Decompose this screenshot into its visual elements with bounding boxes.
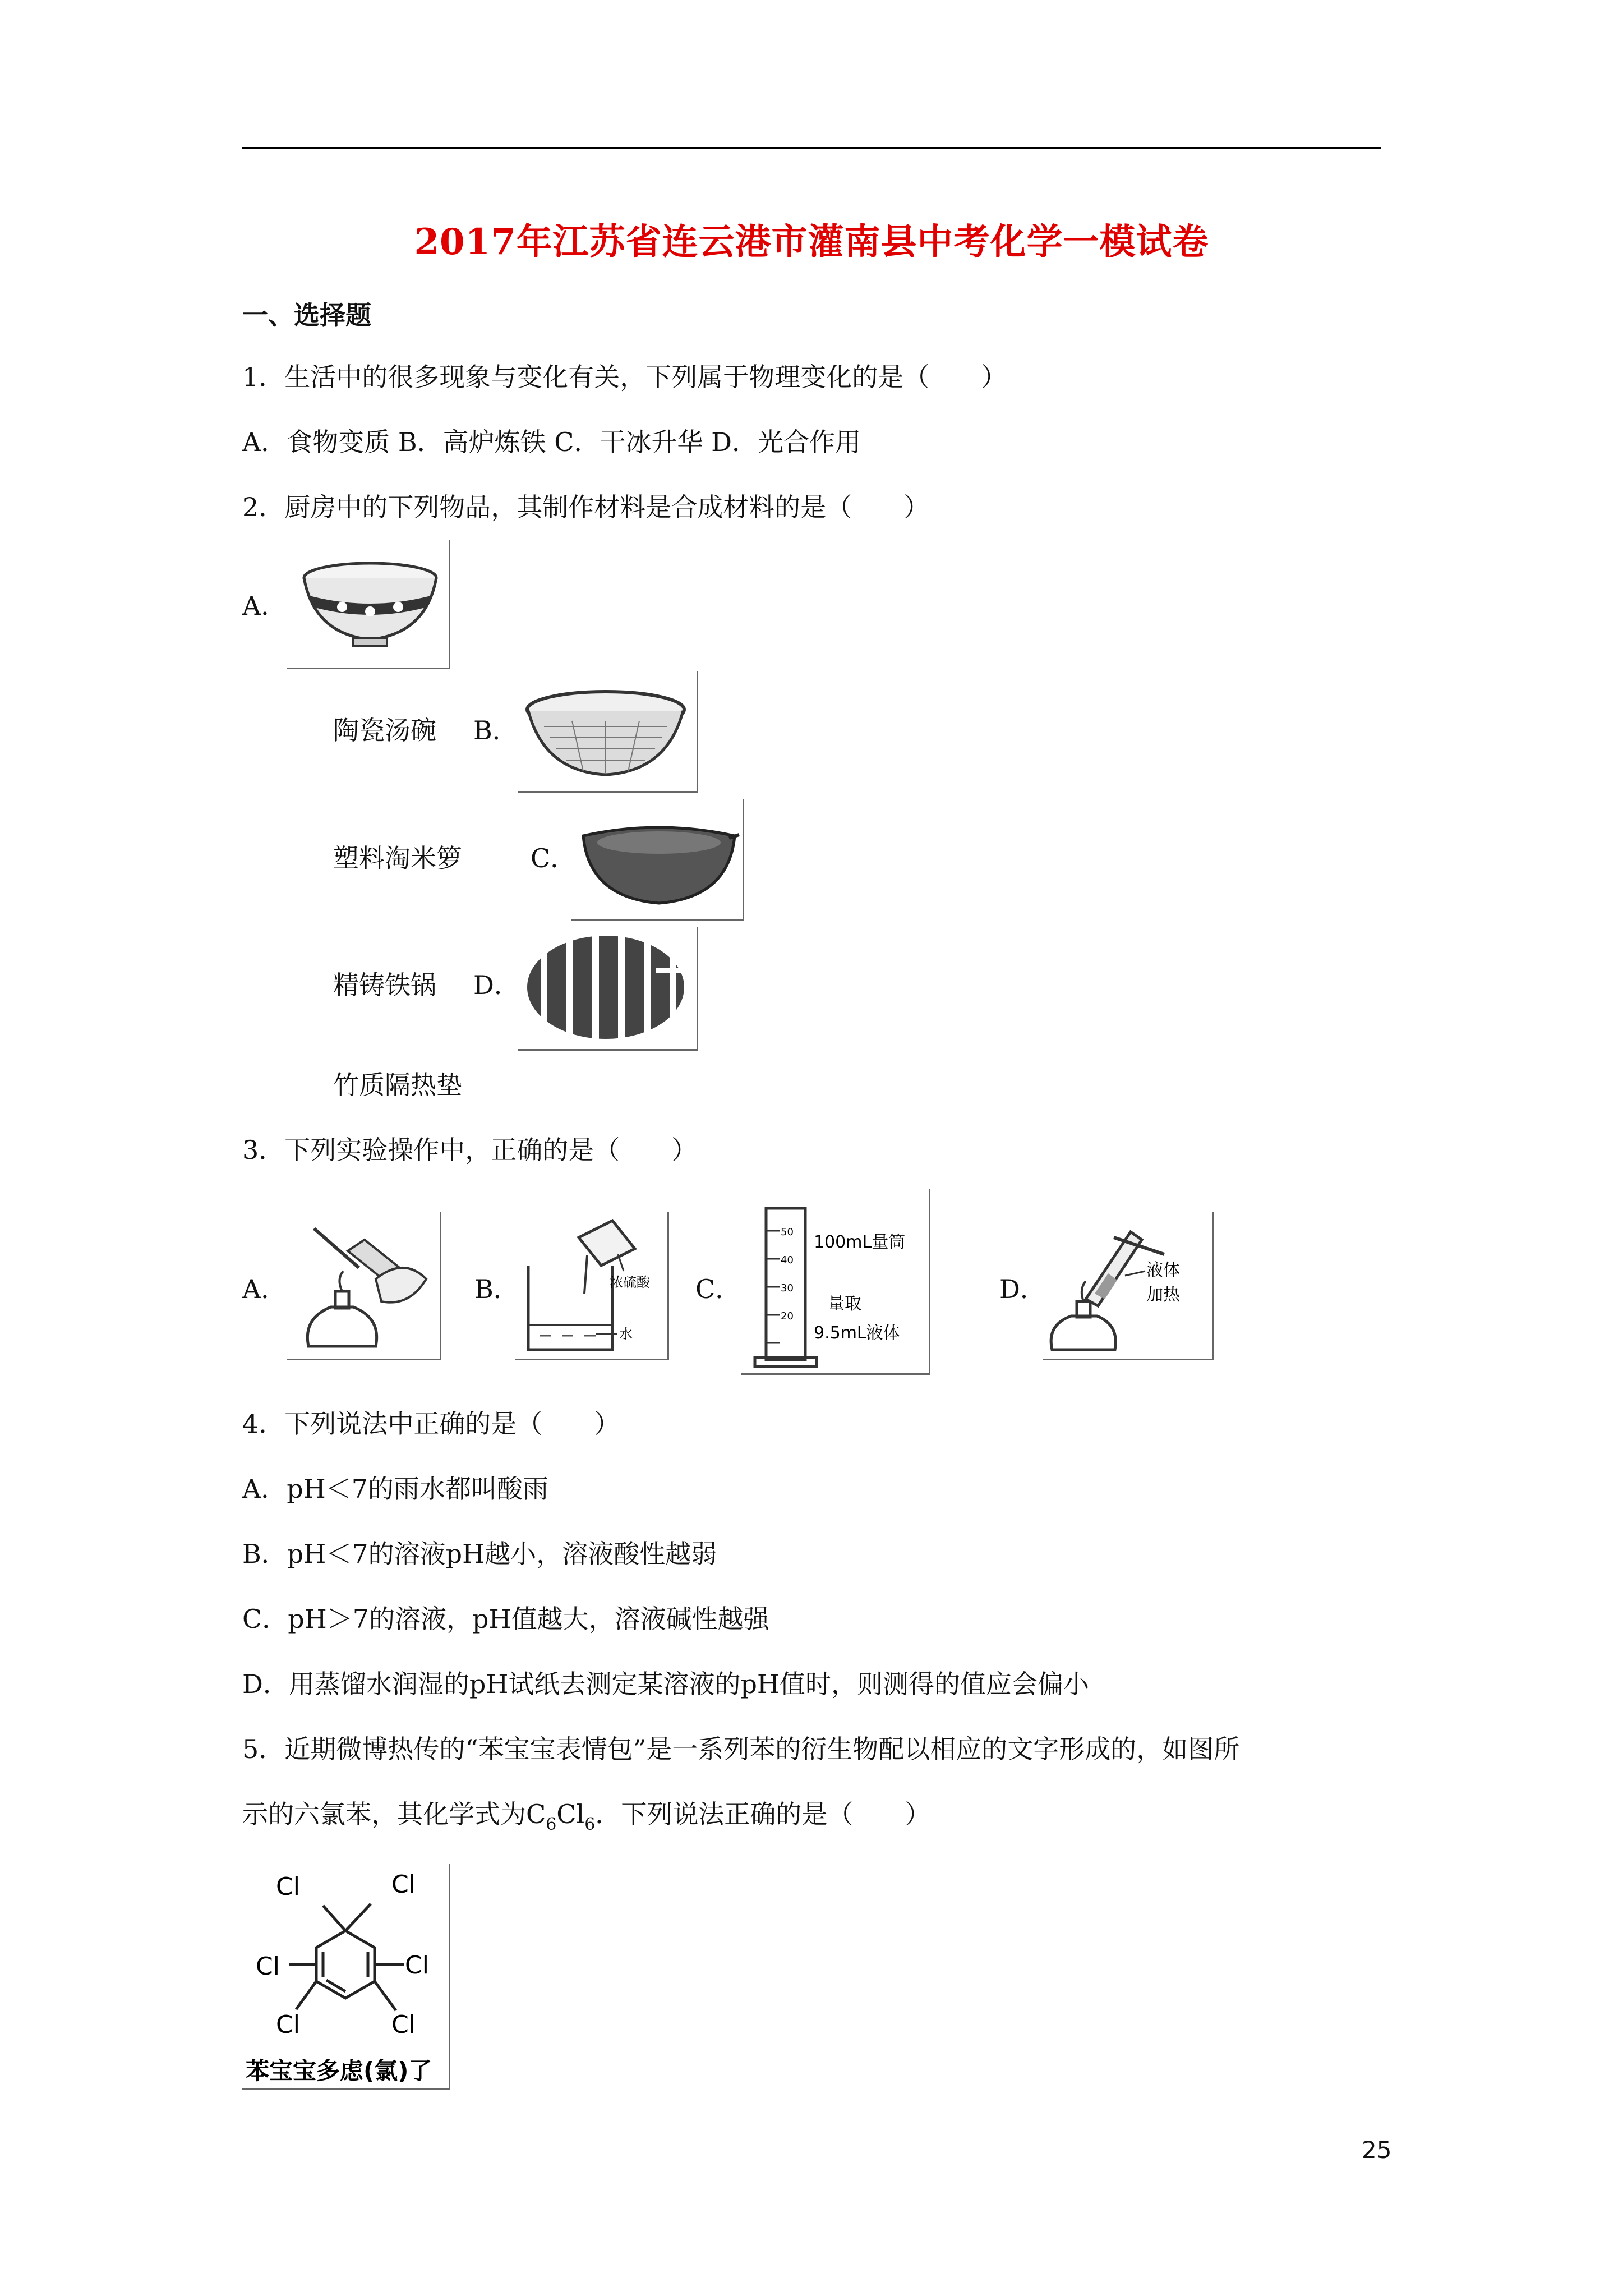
- chlorine-label-bottom-right: Cl: [391, 2010, 416, 2039]
- question-2-option-b-caption: 塑料淘米箩: [333, 843, 462, 873]
- question-2-option-d-caption: 竹质隔热垫: [333, 1070, 462, 1100]
- question-3-option-c-letter: C．: [695, 1274, 741, 1304]
- measure-label: 量取: [828, 1294, 861, 1314]
- chlorine-label-top-right: Cl: [391, 1870, 416, 1899]
- question-3-option-d-letter: D．: [999, 1274, 1046, 1304]
- formula-subscript-chlorine: 6: [584, 1815, 596, 1834]
- stem-text-after-formula: ．下列说法正确的是（ ）: [595, 1799, 931, 1829]
- hexachlorobenzene-structure: [245, 1864, 449, 2088]
- water-label: 水: [619, 1326, 633, 1342]
- question-2-option-c-caption: 精铸铁锅: [333, 970, 436, 1000]
- plastic-basket-image: [522, 682, 690, 783]
- question-4-option-b: B．pH＜7的溶液pH越小，溶液酸性越弱: [242, 1539, 717, 1569]
- iron-pot-image: [578, 813, 740, 909]
- exam-title: 2017年江苏省连云港市灌南县中考化学一模试卷: [414, 221, 1209, 263]
- acid-dilution-image: [517, 1215, 668, 1356]
- cylinder-tick-20: 20: [781, 1310, 794, 1322]
- question-1-stem: 1．生活中的很多现象与变化有关，下列属于物理变化的是（ ）: [242, 362, 1007, 392]
- volume-label: 9.5mL液体: [814, 1323, 900, 1343]
- acid-label: 浓硫酸: [610, 1274, 650, 1290]
- section-heading: 一、选择题: [242, 300, 371, 330]
- benzene-meme-caption: 苯宝宝多虑(氯)了: [246, 2057, 432, 2085]
- bamboo-mat-image: [522, 931, 690, 1043]
- question-4-option-c: C．pH＞7的溶液，pH值越大，溶液碱性越强: [242, 1604, 769, 1634]
- question-4-option-d: D．用蒸馏水润湿的pH试纸去测定某溶液的pH值时，则测得的值应会偏小: [242, 1669, 1090, 1699]
- question-3-stem: 3．下列实验操作中，正确的是（ ）: [242, 1135, 698, 1165]
- question-4-stem: 4．下列说法中正确的是（ ）: [242, 1409, 620, 1439]
- formula-chlorine: Cl: [556, 1799, 585, 1829]
- question-4-option-a: A．pH＜7的雨水都叫酸雨: [242, 1474, 549, 1504]
- chlorine-label-top-left: Cl: [276, 1872, 300, 1901]
- cylinder-capacity-label: 100mL量筒: [814, 1232, 906, 1252]
- question-2-option-a-letter: A．: [242, 591, 287, 621]
- heat-label: 加热: [1146, 1285, 1180, 1305]
- formula-subscript-carbon: 6: [546, 1815, 557, 1834]
- alcohol-lamp-lighting-image: [292, 1217, 437, 1358]
- header-rule: [242, 147, 1381, 149]
- liquid-label: 液体: [1146, 1260, 1180, 1280]
- question-1-options: A．食物变质 B．高炉炼铁 C．干冰升华 D．光合作用: [242, 427, 861, 457]
- question-2-option-d-letter: D．: [473, 970, 520, 1000]
- cylinder-tick-30: 30: [781, 1282, 794, 1294]
- question-3-option-a-letter: A．: [242, 1274, 287, 1304]
- question-5-stem-line1: 5．近期微博热传的“苯宝宝表情包”是一系列苯的衍生物配以相应的文字形成的，如图所: [242, 1734, 1240, 1764]
- question-3-option-b-letter: B．: [474, 1274, 519, 1304]
- stem-text-before-formula: 示的六氯苯，其化学式为C: [242, 1799, 546, 1829]
- cylinder-tick-50: 50: [781, 1226, 794, 1238]
- cylinder-tick-40: 40: [781, 1254, 794, 1266]
- question-2-option-c-letter: C．: [531, 843, 577, 873]
- question-2-option-a-caption: 陶瓷汤碗: [333, 715, 436, 746]
- graduated-cylinder-image: [744, 1191, 929, 1371]
- question-2-stem: 2．厨房中的下列物品，其制作材料是合成材料的是（ ）: [242, 492, 930, 522]
- chlorine-label-bottom-left: Cl: [276, 2010, 300, 2039]
- page-number: 25: [1362, 2136, 1392, 2164]
- ceramic-bowl-image: [297, 555, 443, 656]
- question-5-stem-line2: [242, 1797, 930, 1842]
- liquid-heating-image: [1046, 1215, 1210, 1356]
- question-2-option-b-letter: B．: [473, 715, 518, 746]
- chlorine-label-right: Cl: [405, 1951, 429, 1980]
- chlorine-label-left: Cl: [256, 1952, 280, 1981]
